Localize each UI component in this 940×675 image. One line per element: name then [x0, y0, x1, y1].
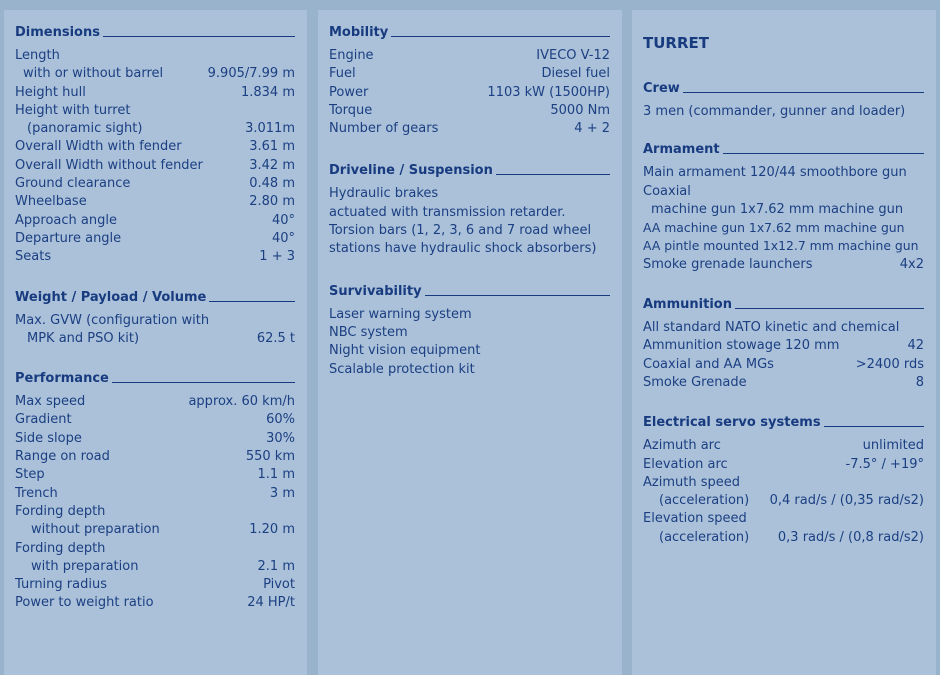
spec-label: Overall Width with fender [15, 139, 182, 155]
spec-row [643, 201, 924, 219]
spec-row [15, 248, 295, 266]
spec-label: All standard NATO kinetic and chemical [643, 320, 900, 336]
armament-list [643, 164, 924, 274]
spec-label: Range on road [15, 449, 110, 465]
spec-label: Azimuth arc [643, 438, 721, 454]
spec-value: 2.80 m [249, 194, 295, 210]
text-line-content: Hydraulic brakes [329, 186, 439, 202]
spec-value: 1.834 m [240, 84, 295, 100]
heading-rule [723, 153, 924, 154]
spec-row [15, 448, 295, 466]
spec-label: (panoramic sight) [27, 121, 143, 137]
spec-row [643, 256, 924, 274]
spec-label: with or without barrel [23, 66, 164, 82]
spec-label: Trench [15, 485, 58, 501]
spec-label: without preparation [31, 522, 160, 538]
text-line [329, 306, 610, 324]
weight-list [15, 312, 295, 349]
section-gap [15, 267, 295, 287]
spec-row [15, 521, 295, 539]
spec-row [329, 102, 610, 120]
text-line [329, 240, 610, 258]
spec-value: -7.5° / +19° [845, 456, 924, 472]
spec-value: 3.61 m [249, 139, 295, 155]
spec-label: with preparation [31, 558, 139, 574]
turret-title: TURRET [643, 34, 709, 52]
spec-value: 40° [271, 212, 295, 228]
spec-row [15, 102, 295, 120]
spec-value: Pivot [263, 577, 295, 593]
spec-value: 4x2 [899, 256, 924, 272]
spec-label: Side slope [15, 430, 82, 446]
spec-label: Power to weight ratio [15, 595, 154, 611]
ammunition-title: Ammunition [643, 297, 732, 313]
spec-label: AA pintle mounted 1x12.7 mm machine gun [643, 238, 919, 254]
heading-rule [103, 36, 295, 37]
dimensions-heading [15, 22, 295, 40]
text-line-content: Torsion bars (1, 2, 3, 6 and 7 road wheel [329, 223, 592, 239]
crew-heading [643, 78, 924, 96]
heading-rule [735, 308, 924, 309]
spec-label: Max. GVW (configuration with [15, 312, 210, 328]
spec-label: Ground clearance [15, 176, 131, 192]
spec-value: 9.905/7.99 m [207, 66, 295, 82]
electrical-title: Electrical servo systems [643, 415, 821, 431]
spec-row [329, 84, 610, 102]
spec-label: MPK and PSO kit) [27, 330, 140, 346]
heading-rule [209, 301, 295, 302]
column-mobility [318, 10, 622, 675]
driveline-heading [329, 160, 610, 178]
mobility-list [329, 47, 610, 138]
spec-value: >2400 rds [855, 356, 924, 372]
spec-row [15, 175, 295, 193]
text-line-content: Scalable protection kit [329, 361, 475, 377]
text-line [643, 103, 924, 121]
spec-label: AA machine gun 1x7.62 mm machine gun [643, 220, 905, 236]
spec-row [15, 47, 295, 65]
spec-label: machine gun 1x7.62 mm machine gun [651, 201, 904, 217]
spec-row [643, 510, 924, 528]
weight-heading [15, 287, 295, 305]
section-gap [643, 274, 924, 294]
spec-value: unlimited [862, 438, 924, 454]
spec-value: 60% [266, 412, 295, 428]
heading-rule [683, 92, 924, 93]
spec-value: 0.48 m [249, 176, 295, 192]
driveline-list [329, 185, 610, 258]
text-line-content: NBC system [329, 324, 408, 340]
column-turret [632, 10, 936, 675]
spec-label: Coaxial and AA MGs [643, 356, 774, 372]
text-line [329, 324, 610, 342]
spec-label: Gradient [15, 412, 72, 428]
spec-row [15, 193, 295, 211]
spec-value: 24 HP/t [247, 595, 295, 611]
ammunition-list [643, 319, 924, 392]
text-line [329, 185, 610, 203]
spec-label: Smoke grenade launchers [643, 256, 813, 272]
spec-value: 1103 kW (1500HP) [487, 84, 610, 100]
spec-label: Elevation speed [643, 511, 747, 527]
driveline-title: Driveline / Suspension [329, 163, 493, 179]
spec-row [643, 319, 924, 337]
spec-value: 62.5 t [256, 330, 295, 346]
spec-row [643, 356, 924, 374]
spec-label: Turning radius [15, 577, 107, 593]
spec-label: Azimuth speed [643, 474, 740, 490]
armament-title: Armament [643, 142, 720, 158]
text-line [329, 222, 610, 240]
spec-label: Max speed [15, 394, 86, 410]
spec-label: Fording depth [15, 540, 106, 556]
spec-label: Smoke Grenade [643, 374, 747, 390]
spec-value: 3 m [269, 485, 295, 501]
spec-value: approx. 60 km/h [188, 394, 295, 410]
section-gap [643, 121, 924, 139]
crew-text: 3 men (commander, gunner and loader) [643, 104, 906, 119]
spec-row [643, 237, 924, 255]
section-gap [329, 259, 610, 281]
spec-row [15, 230, 295, 248]
spec-label: Step [15, 467, 45, 483]
heading-rule [425, 295, 610, 296]
spec-row [15, 411, 295, 429]
heading-rule [112, 382, 295, 383]
text-line-content: actuated with transmission retarder. [329, 204, 566, 220]
spec-row [329, 120, 610, 138]
spec-value: 2.1 m [257, 558, 295, 574]
spec-row [15, 138, 295, 156]
spec-value: 4 + 2 [574, 121, 610, 137]
performance-list [15, 393, 295, 613]
spec-label: Fording depth [15, 503, 106, 519]
ammunition-heading [643, 294, 924, 312]
spec-value: 3.011m [245, 121, 295, 137]
spec-label: Height hull [15, 84, 86, 100]
spec-row [643, 183, 924, 201]
weight-title: Weight / Payload / Volume [15, 289, 207, 305]
spec-row [15, 212, 295, 230]
armament-heading [643, 139, 924, 157]
spec-value: 3.42 m [249, 157, 295, 173]
spec-label: Departure angle [15, 230, 122, 246]
text-line [329, 361, 610, 379]
spec-value: 1 + 3 [259, 249, 295, 265]
spec-row [15, 503, 295, 521]
spec-label: Height with turret [15, 102, 131, 118]
spec-row [643, 529, 924, 547]
mobility-heading [329, 22, 610, 40]
spec-row [643, 374, 924, 392]
spec-value: 30% [266, 430, 295, 446]
electrical-heading [643, 412, 924, 430]
spec-row [329, 65, 610, 83]
spec-value: 1.1 m [257, 467, 295, 483]
performance-heading [15, 368, 295, 386]
spec-row [643, 337, 924, 355]
spec-row [15, 84, 295, 102]
spec-label: Length [15, 48, 60, 63]
spec-label: (acceleration) [659, 529, 750, 545]
spec-row [329, 47, 610, 65]
spec-label: Power [329, 84, 369, 100]
spec-label: Main armament 120/44 smoothbore gun [643, 165, 907, 181]
spec-row [643, 437, 924, 455]
section-gap [15, 348, 295, 368]
heading-rule [391, 36, 610, 37]
spec-value: 40° [271, 230, 295, 246]
survivability-heading [329, 281, 610, 299]
text-line [329, 204, 610, 222]
section-gap [643, 392, 924, 412]
text-line-content: Laser warning system [329, 306, 472, 322]
column-chassis [4, 10, 307, 675]
spec-row [15, 558, 295, 576]
spec-label: (acceleration) [659, 493, 750, 509]
dimensions-list [15, 47, 295, 267]
performance-title: Performance [15, 371, 109, 387]
spec-row [15, 312, 295, 330]
spec-row [643, 474, 924, 492]
spec-row [643, 456, 924, 474]
heading-rule [496, 174, 610, 175]
spec-row [15, 120, 295, 138]
spec-row [643, 164, 924, 182]
spec-value: 8 [915, 374, 924, 390]
spec-value: 1.20 m [249, 522, 295, 538]
spec-label: Torque [329, 102, 373, 118]
spec-label: Coaxial [643, 183, 691, 199]
spec-label: Fuel [329, 66, 356, 82]
spec-label: Approach angle [15, 212, 117, 228]
spec-label: Elevation arc [643, 456, 728, 472]
spec-label: Wheelbase [15, 194, 87, 210]
spec-label: Number of gears [329, 121, 439, 137]
spec-value: 0,4 rad/s / (0,35 rad/s2) [769, 493, 924, 509]
spec-row [643, 492, 924, 510]
spec-value: 42 [907, 338, 924, 354]
spec-row [15, 485, 295, 503]
section-gap [329, 138, 610, 160]
text-line-content: Night vision equipment [329, 343, 481, 359]
spec-row [643, 219, 924, 237]
spec-row [15, 65, 295, 83]
survivability-list [329, 306, 610, 379]
text-line-content: stations have hydraulic shock absorbers) [329, 241, 597, 257]
spec-row [15, 594, 295, 612]
spec-row [15, 157, 295, 175]
spec-row [15, 466, 295, 484]
spec-label: Ammunition stowage 120 mm [643, 338, 840, 354]
electrical-list [643, 437, 924, 547]
spec-row [15, 330, 295, 348]
mobility-title: Mobility [329, 25, 389, 40]
survivability-title: Survivability [329, 283, 422, 299]
heading-rule [824, 426, 924, 427]
spec-label: Seats [15, 249, 52, 265]
crew-title: Crew [643, 81, 680, 96]
spec-value: Diesel fuel [541, 66, 610, 82]
spec-row [15, 576, 295, 594]
dimensions-title: Dimensions [15, 25, 100, 40]
spec-value: 5000 Nm [550, 102, 610, 118]
text-line [329, 342, 610, 360]
spec-row [15, 540, 295, 558]
spec-row [15, 393, 295, 411]
spec-value: 550 km [245, 449, 295, 465]
spec-label: Engine [329, 48, 374, 63]
spec-value: 0,3 rad/s / (0,8 rad/s2) [777, 529, 924, 545]
spec-label: Overall Width without fender [15, 157, 203, 173]
spec-row [15, 430, 295, 448]
spec-value: IVECO V-12 [536, 48, 610, 63]
